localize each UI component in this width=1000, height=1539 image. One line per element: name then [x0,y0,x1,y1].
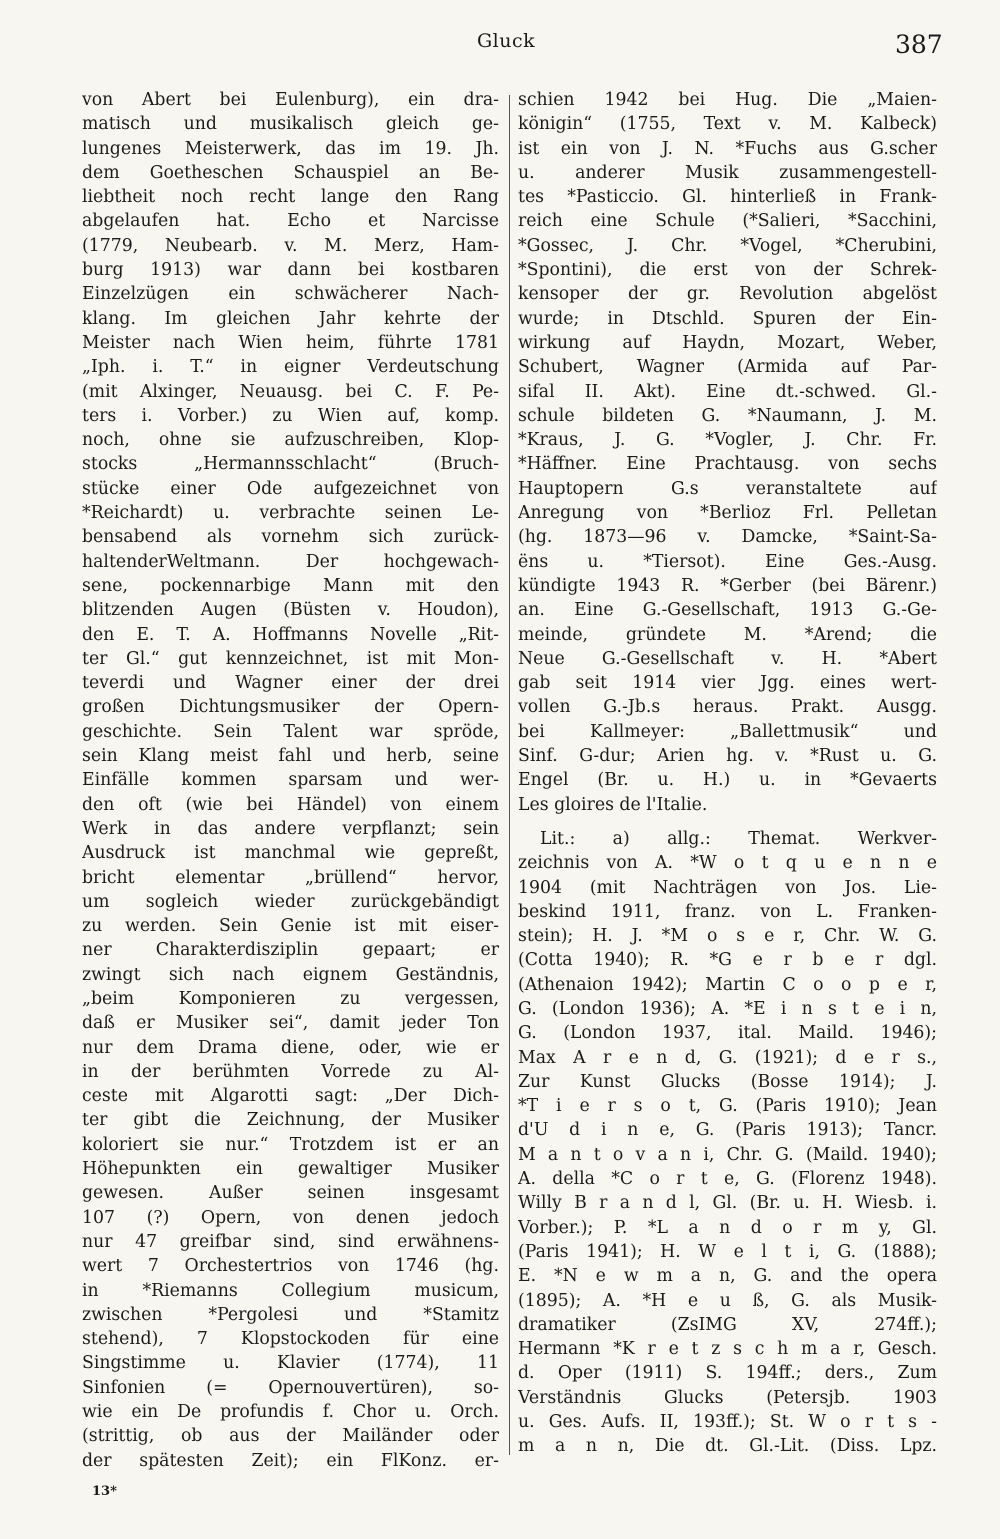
text-line: stehend), 7 Klopstockoden für eine [82,1329,499,1350]
text-line: (Athenaion 1942); Martin C o o p e r, [518,974,937,995]
text-line: Lit.: a) allg.: Themat. Werkver- [540,828,937,849]
text-line: (mit Alxinger, Neuausg. bei C. F. Pe- [82,381,499,402]
text-line: (1779, Neubearb. v. M. Merz, Ham- [82,235,499,256]
text-line: Werk in das andere verpflanzt; sein [82,818,499,839]
text-line: (hg. 1873—96 v. Damcke, *Saint-Sa- [518,527,937,548]
text-line: wirkung auf Haydn, Mozart, Weber, [518,332,937,353]
text-line: Schubert, Wagner (Armida auf Par- [518,357,937,378]
text-line: sein Klang meist fahl und herb, seine [82,746,499,767]
text-line: u. anderer Musik zusammengestell- [518,162,937,183]
text-line: Singstimme u. Klavier (1774), 11 [82,1353,499,1374]
text-line: wert 7 Orchestertrios von 1746 (hg. [82,1256,499,1277]
text-line: Einfälle kommen sparsam und wer- [82,770,499,791]
text-line: d'U d i n e, G. (Paris 1913); Tancr. [518,1120,937,1141]
text-line: kensoper der gr. Revolution abgelöst [518,284,937,305]
text-line: 107 (?) Opern, von denen jedoch [82,1207,499,1228]
text-line: bensabend als vornehm sich zurück- [82,527,499,548]
text-line: blitzenden Augen (Büsten v. Houdon), [82,600,499,621]
text-line: (strittig, ob aus der Mailänder oder [82,1426,499,1447]
text-line: lungenes Meisterwerk, das im 19. Jh. [82,138,499,159]
text-line: liebtheit noch recht lange den Rang [82,187,499,208]
text-line: ner Charakterdisziplin gepaart; er [82,940,499,961]
text-line: E. *N e w m a n, G. and the opera [518,1266,937,1287]
text-line: ceste mit Algarotti sagt: „Der Dich- [82,1086,499,1107]
text-line: schule bildeten G. *Naumann, J. M. [518,405,937,426]
text-line: *Häffner. Eine Prachtausg. von sechs [518,454,937,475]
printer-signature-mark: 13* [92,1484,117,1499]
text-line: vollen G.-Jb.s heraus. Prakt. Ausgg. [518,697,937,718]
text-line: ter gibt die Zeichnung, der Musiker [82,1110,499,1131]
page-number: 387 [895,30,943,59]
text-line: nur 47 greifbar sind, sind erwähnens- [82,1231,499,1252]
text-line: nur dem Drama diene, oder, wie er [82,1037,499,1058]
text-line: ter Gl.“ gut kennzeichnet, ist mit Mon- [82,648,499,669]
text-line: reich eine Schule (*Salieri, *Sacchini, [518,211,937,232]
text-line: wurde; in Dtschld. Spuren der Ein- [518,308,937,329]
text-line: m a n n, Die dt. Gl.-Lit. (Diss. Lpz. [518,1436,937,1457]
text-line: wie ein De profundis f. Chor u. Orch. [82,1402,499,1423]
text-line: in der berühmten Vorrede zu Al- [82,1061,499,1082]
text-line: den E. T. A. Hoffmanns Novelle „Rit- [82,624,499,645]
text-line: sifal II. Akt). Eine dt.-schwed. Gl.- [518,381,937,402]
text-line: um sogleich wieder zurückgebändigt [82,891,499,912]
text-line: Vorber.); P. *L a n d o r m y, Gl. [518,1217,937,1238]
text-line: sene, pockennarbige Mann mit den [82,575,499,596]
text-line: Les gloires de l'Italie. [518,794,708,815]
text-line: 1904 (mit Nachträgen von Jos. Lie- [518,877,937,898]
text-line: den oft (wie bei Händel) von einem [82,794,499,815]
right-column-paragraph-1 [518,88,937,817]
text-line: Höhepunkten ein gewaltiger Musiker [82,1159,499,1180]
text-line: bricht elementar „brüllend“ hervor, [82,867,499,888]
text-line: gewesen. Außer seinen insgesamt [82,1183,499,1204]
text-line: (Paris 1941); H. W e l t i, G. (1888); [518,1241,937,1262]
text-line: tes *Pasticcio. Gl. hinterließ in Frank- [518,187,937,208]
text-line: Zur Kunst Glucks (Bosse 1914); J. [518,1071,937,1092]
text-line: (1895); A. *H e u ß, G. als Musik- [518,1290,937,1311]
paragraph-gap [518,817,937,827]
text-line: (Cotta 1940); R. *G e r b e r dgl. [518,950,937,971]
text-line: bei Kallmeyer: „Ballettmusik“ und [518,721,937,742]
text-line: ëns u. *Tiersot). Eine Ges.-Ausg. [518,551,937,572]
text-line: *T i e r s o t, G. (Paris 1910); Jean [518,1096,937,1117]
text-line: Hauptopern G.s veranstaltete auf [518,478,937,499]
text-line: geschichte. Sein Talent war spröde, [82,721,499,742]
text-line: königin“ (1755, Text v. M. Kalbeck) [518,114,937,135]
text-line: Neue G.-Gesellschaft v. H. *Abert [518,648,937,669]
text-line: stücke einer Ode aufgezeichnet von [82,478,499,499]
text-line: *Gossec, J. Chr. *Vogel, *Cherubini, [518,235,937,256]
text-line: G. (London 1936); A. *E i n s t e i n, [518,998,937,1019]
right-column [518,88,937,1459]
left-column [82,88,499,1473]
text-line: koloriert sie nur.“ Trotzdem ist er an [82,1134,499,1155]
text-line: Sinf. G-dur; Arien hg. v. *Rust u. G. [518,746,937,767]
text-line: zeichnis von A. *W o t q u e n n e [518,853,937,874]
text-line: zwischen *Pergolesi und *Stamitz [82,1304,499,1325]
text-line: *Kraus, J. G. *Vogler, J. Chr. Fr. [518,430,937,451]
text-line: stocks „Hermannsschlacht“ (Bruch- [82,454,499,475]
column-divider [509,95,510,1455]
text-line: „beim Komponieren zu vergessen, [82,988,499,1009]
right-column-paragraph-2 [518,827,937,1459]
text-line: Meister nach Wien heim, führte 1781 [82,332,499,353]
text-line: von Abert bei Eulenburg), ein dra- [82,90,499,110]
text-line: matisch und musikalisch gleich ge- [82,114,499,135]
running-head: Gluck [477,30,536,52]
text-line: beskind 1911, franz. von L. Franken- [518,901,937,922]
text-line: Anregung von *Berlioz Frl. Pelletan [518,503,937,524]
text-line: ters i. Vorber.) zu Wien auf, komp. [82,405,499,426]
text-line: Ausdruck ist manchmal wie gepreßt, [82,843,499,864]
text-line: Willy B r a n d l, Gl. (Br. u. H. Wiesb. i. [518,1193,937,1214]
text-line: großen Dichtungsmusiker der Opern- [82,697,499,718]
text-line: *Spontini), die erst von der Schrek- [518,260,937,281]
text-line: stein); H. J. *M o s e r, Chr. W. G. [518,926,937,947]
text-line: Hermann *K r e t z s c h m a r, Gesch. [518,1339,937,1360]
text-line: Verständnis Glucks (Petersjb. 1903 [518,1387,937,1408]
text-line: u. Ges. Aufs. II, 193ff.); St. W o r t s - [518,1412,937,1433]
text-line: Einzelzügen ein schwächerer Nach- [82,284,499,305]
text-line: der spätesten Zeit); ein FlKonz. er- [82,1450,499,1471]
text-line: M a n t o v a n i, Chr. G. (Maild. 1940); [518,1144,937,1165]
text-line: „Iph. i. T.“ in eigner Verdeutschung [82,357,499,378]
text-line: G. (London 1937, ital. Maild. 1946); [518,1023,937,1044]
text-line: noch, ohne sie aufzuschreiben, Klop- [82,430,499,451]
text-line: gab seit 1914 vier Jgg. eines wert- [518,673,937,694]
text-line: haltenderWeltmann. Der hochgewach- [82,551,499,572]
text-line: dramatiker (ZsIMG XV, 274ff.); [518,1314,937,1335]
text-line: Max A r e n d, G. (1921); d e r s., [518,1047,937,1068]
text-line: zu werden. Sein Genie ist mit eiser- [82,916,499,937]
text-line: kündigte 1943 R. *Gerber (bei Bärenr.) [518,575,937,596]
text-line: klang. Im gleichen Jahr kehrte der [82,308,499,329]
text-line: A. della *C o r t e, G. (Florenz 1948). [518,1169,937,1190]
text-line: meinde, gründete M. *Arend; die [518,624,937,645]
text-line: abgelaufen hat. Echo et Narcisse [82,211,499,232]
text-line: ist ein von J. N. *Fuchs aus G.scher [518,138,937,159]
text-line: an. Eine G.-Gesellschaft, 1913 G.-Ge- [518,600,937,621]
text-line: *Reichardt) u. verbrachte seinen Le- [82,503,499,524]
text-line: teverdi und Wagner einer der drei [82,673,499,694]
text-line: daß er Musiker sei“, damit jeder Ton [82,1013,499,1034]
text-line: in *Riemanns Collegium musicum, [82,1280,499,1301]
text-line: schien 1942 bei Hug. Die „Maien- [518,90,937,110]
text-line: burg 1913) war dann bei kostbaren [82,260,499,281]
text-line: dem Goetheschen Schauspiel an Be- [82,162,499,183]
text-line: Engel (Br. u. H.) u. in *Gevaerts [518,770,937,791]
text-line: d. Oper (1911) S. 194ff.; ders., Zum [518,1363,937,1384]
text-line: Sinfonien (= Opernouvertüren), so- [82,1377,499,1398]
text-line: zwingt sich nach eignem Geständnis, [82,964,499,985]
